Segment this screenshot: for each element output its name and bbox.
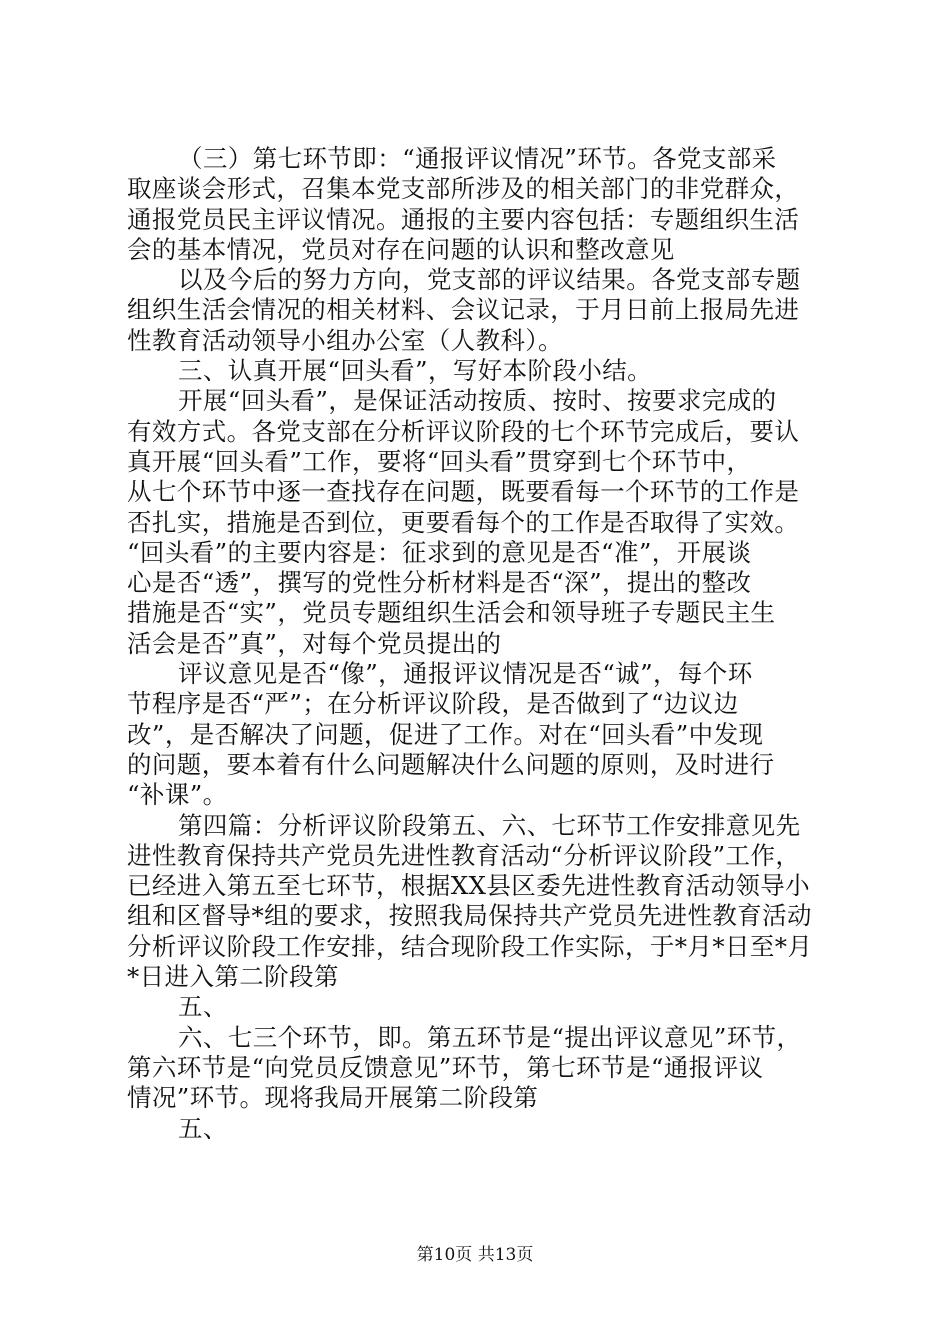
text-line: 情况”环节。现将我局开展第二阶段第	[127, 1083, 539, 1113]
text-line: 改”，是否解决了问题，促进了工作。对在“回头看”中发现	[127, 719, 764, 749]
text-line: “回头看”的主要内容是：征求到的意见是否“准”，开展谈	[127, 537, 752, 567]
text-line: 五、	[178, 1113, 228, 1143]
text-line: 取座谈会形式，召集本党支部所涉及的相关部门的非党群众，	[127, 174, 800, 204]
text-line: 评议意见是否“像”，通报评议情况是否“诚”，每个环	[178, 659, 753, 689]
text-line: 组织生活会情况的相关材料、会议记录，于月日前上报局先进	[127, 295, 800, 325]
text-line: 第六环节是“向党员反馈意见”环节，第七环节是“通报评议	[127, 1052, 764, 1082]
text-line: 节程序是否“严”；在分析评议阶段，是否做到了“边议边	[127, 689, 739, 719]
text-line: 开展“回头看”，是保证活动按质、按时、按要求完成的	[178, 386, 777, 416]
page-footer: 第10页 共13页	[416, 1245, 534, 1265]
text-line: 否扎实，措施是否到位，更要看每个的工作是否取得了实效。	[127, 507, 800, 537]
text-line: 第四篇：分析评议阶段第五、六、七环节工作安排意见先	[178, 810, 801, 840]
text-line: （三）第七环节即：“通报评议情况”环节。各党支部采	[178, 144, 777, 173]
text-line: 会的基本情况，党员对存在问题的认识和整改意见	[127, 234, 675, 264]
text-line: 从七个环节中逐一查找存在问题，既要看每一个环节的工作是	[127, 477, 800, 507]
text-line: 组和区督导*组的要求，按照我局保持共产党员先进性教育活动	[127, 901, 812, 931]
text-line: 有效方式。各党支部在分析评议阶段的七个环节完成后，要认	[127, 416, 800, 446]
text-line: 通报党员民主评议情况。通报的主要内容包括：专题组织生活	[127, 204, 800, 234]
text-line: 真开展“回头看”工作，要将“回头看”贯穿到七个环节中，	[127, 446, 752, 476]
text-line: 性教育活动领导小组办公室（人教科）。	[127, 325, 563, 355]
text-line: *日进入第二阶段第	[127, 962, 339, 992]
text-line: “补课”。	[127, 780, 228, 810]
text-line: 心是否“透”，撰写的党性分析材料是否“深”，提出的整改	[127, 568, 752, 598]
text-line: 以及今后的努力方向，党支部的评议结果。各党支部专题	[178, 265, 801, 295]
document-body	[127, 144, 837, 1144]
text-line: 已经进入第五至七环节，根据XX县区委先进性教育活动领导小	[127, 871, 811, 901]
text-line: 三、认真开展“回头看”，写好本阶段小结。	[178, 356, 653, 386]
text-line: 措施是否“实”，党员专题组织生活会和领导班子专题民主生	[127, 598, 776, 628]
text-line: 五、	[178, 992, 228, 1022]
text-line: 活会是否”真”，对每个党员提出的	[127, 628, 502, 658]
text-line: 的问题，要本着有什么问题解决什么问题的原则，及时进行	[127, 749, 775, 779]
text-line: 进性教育保持共产党员先进性教育活动“分析评议阶段”工作，	[127, 840, 801, 870]
text-line: 六、七三个环节，即。第五环节是“提出评议意见”环节，	[178, 1022, 802, 1052]
text-line: 分析评议阶段工作安排，结合现阶段工作实际，于*月*日至*月	[127, 931, 813, 961]
